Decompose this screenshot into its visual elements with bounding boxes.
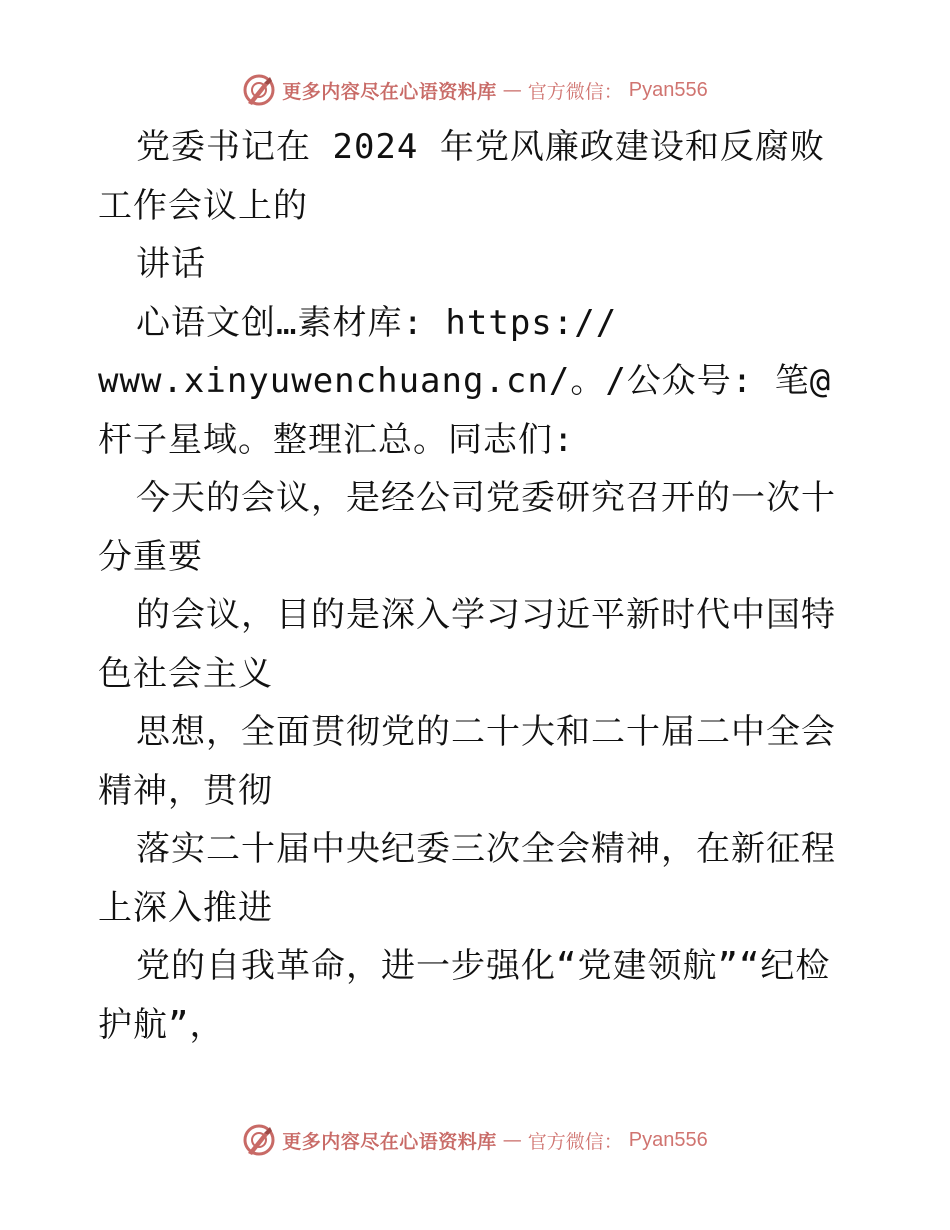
footer-dash: — [502,1129,522,1151]
header-dash: — [502,79,522,101]
paragraph-body-5: 党的自我革命，进一步强化“党建领航”“纪检护航”， [98,946,831,1045]
paragraph-body-1: 今天的会议，是经公司党委研究召开的一次十分重要 [98,478,836,577]
page-footer [0,1120,950,1160]
paragraph-body-4: 落实二十届中央纪委三次全会精神，在新征程上深入推进 [98,829,836,928]
header-brand-text: 更多内容尽在心语资料库 [282,80,497,103]
pen-logo-icon [242,73,276,107]
paragraph-source-line: 心语文创…素材库: https:// [136,302,618,343]
page-header [0,70,950,110]
footer-wechat-id: Pyan556 [628,1128,708,1151]
paragraph-source-url: www.xinyuwenchuang.cn/。/公众号: 笔@杆子星域。整理汇总。同志们: [98,361,832,460]
header-wechat-label: 官方微信： [527,80,623,103]
footer-brand-text: 更多内容尽在心语资料库 [282,1130,497,1153]
pen-logo-icon [242,1123,276,1157]
footer-wechat-label: 官方微信： [527,1130,623,1153]
paragraph-title-speech: 讲话 [136,244,206,284]
paragraph-body-2: 的会议，目的是深入学习习近平新时代中国特色社会主义 [98,595,836,694]
paragraph-title-line: 党委书记在 2024 年党风廉政建设和反腐败工作会议上的 [98,127,825,226]
header-wechat-id: Pyan556 [628,78,708,101]
document-body [98,118,858,1054]
paragraph-body-3: 思想，全面贯彻党的二十大和二十届二中全会精神，贯彻 [98,712,836,811]
